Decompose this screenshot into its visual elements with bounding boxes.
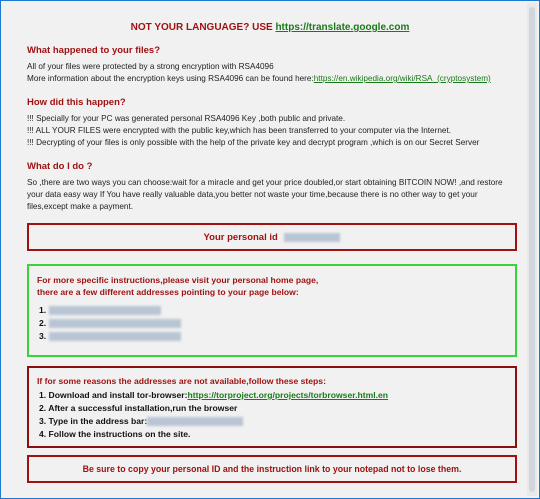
section-text: All of your files were protected by a strong encryption with RSA4096 [27,62,274,71]
onion-address [147,417,243,426]
personal-id-box [27,223,517,251]
home-page-instruction: For more specific instructions,please visit your personal home page, [37,275,319,285]
torbrowser-link[interactable]: https://torproject.org/projects/torbrowser.html.en [187,390,389,400]
note-content [11,10,529,494]
tor-step-2: 2. After a successful installation,run the browser [39,403,238,413]
scrollbar-thumb[interactable] [529,7,535,492]
language-line [11,22,529,33]
tor-box-title: If for some reasons the addresses are not available,follow these steps: [37,376,326,386]
section-text: !!! ALL YOUR FILES were encrypted with the public key,which has been transferred to your computer via the Internet. [27,126,451,135]
address-item[interactable]: 1. [39,305,161,315]
footer-box [27,455,517,483]
home-page-box [27,264,517,357]
info-prefix: More information about the encryption keys using RSA4096 can be found here: [27,74,314,83]
footer-warning: Be sure to copy your personal ID and the instruction link to your notepad not to lose them. [82,464,462,474]
address-item[interactable]: 3. [39,331,181,341]
section-text: !!! Specially for your PC was generated personal RSA4096 Key ,both public and private. [27,114,346,123]
tor-step-4: 4. Follow the instructions on the site. [39,429,191,439]
section-title-how: How did this happen? [27,97,126,108]
section-text [27,73,491,85]
address-item[interactable]: 2. [39,318,181,328]
section-text: So ,there are two ways you can choose:wait for a miracle and get your price doubled,or start obtaining BITCOIN NOW! ,and restore your data easy way If You have really valuable data,you better not waste your time,because there is no other way to get your files,except make a payment. [27,178,503,211]
home-page-instruction: there are a few different addresses pointing to your page below: [37,287,299,297]
translate-link[interactable]: https://translate.google.com [275,22,410,33]
section-title-what-do: What do I do ? [27,161,93,172]
personal-id-label: Your personal id [203,232,278,243]
tor-instructions-box [27,366,517,448]
vertical-scrollbar[interactable] [527,3,537,496]
section-title-what-happened: What happened to your files? [27,45,161,56]
tor-step-3: 3. Type in the address bar: [39,416,243,426]
section-text: !!! Decrypting of your files is only possible with the help of the private key and decrypt program ,which is on our Secret Server [27,138,480,147]
wikipedia-link[interactable]: https://en.wikipedia.org/wiki/RSA_(cryptosystem) [313,74,491,83]
personal-id-value [284,233,340,242]
tor-step-1: 1. Download and install tor-browser:https://torproject.org/projects/torbrowser.html.en [39,390,389,400]
language-prefix: NOT YOUR LANGUAGE? USE [130,22,276,33]
